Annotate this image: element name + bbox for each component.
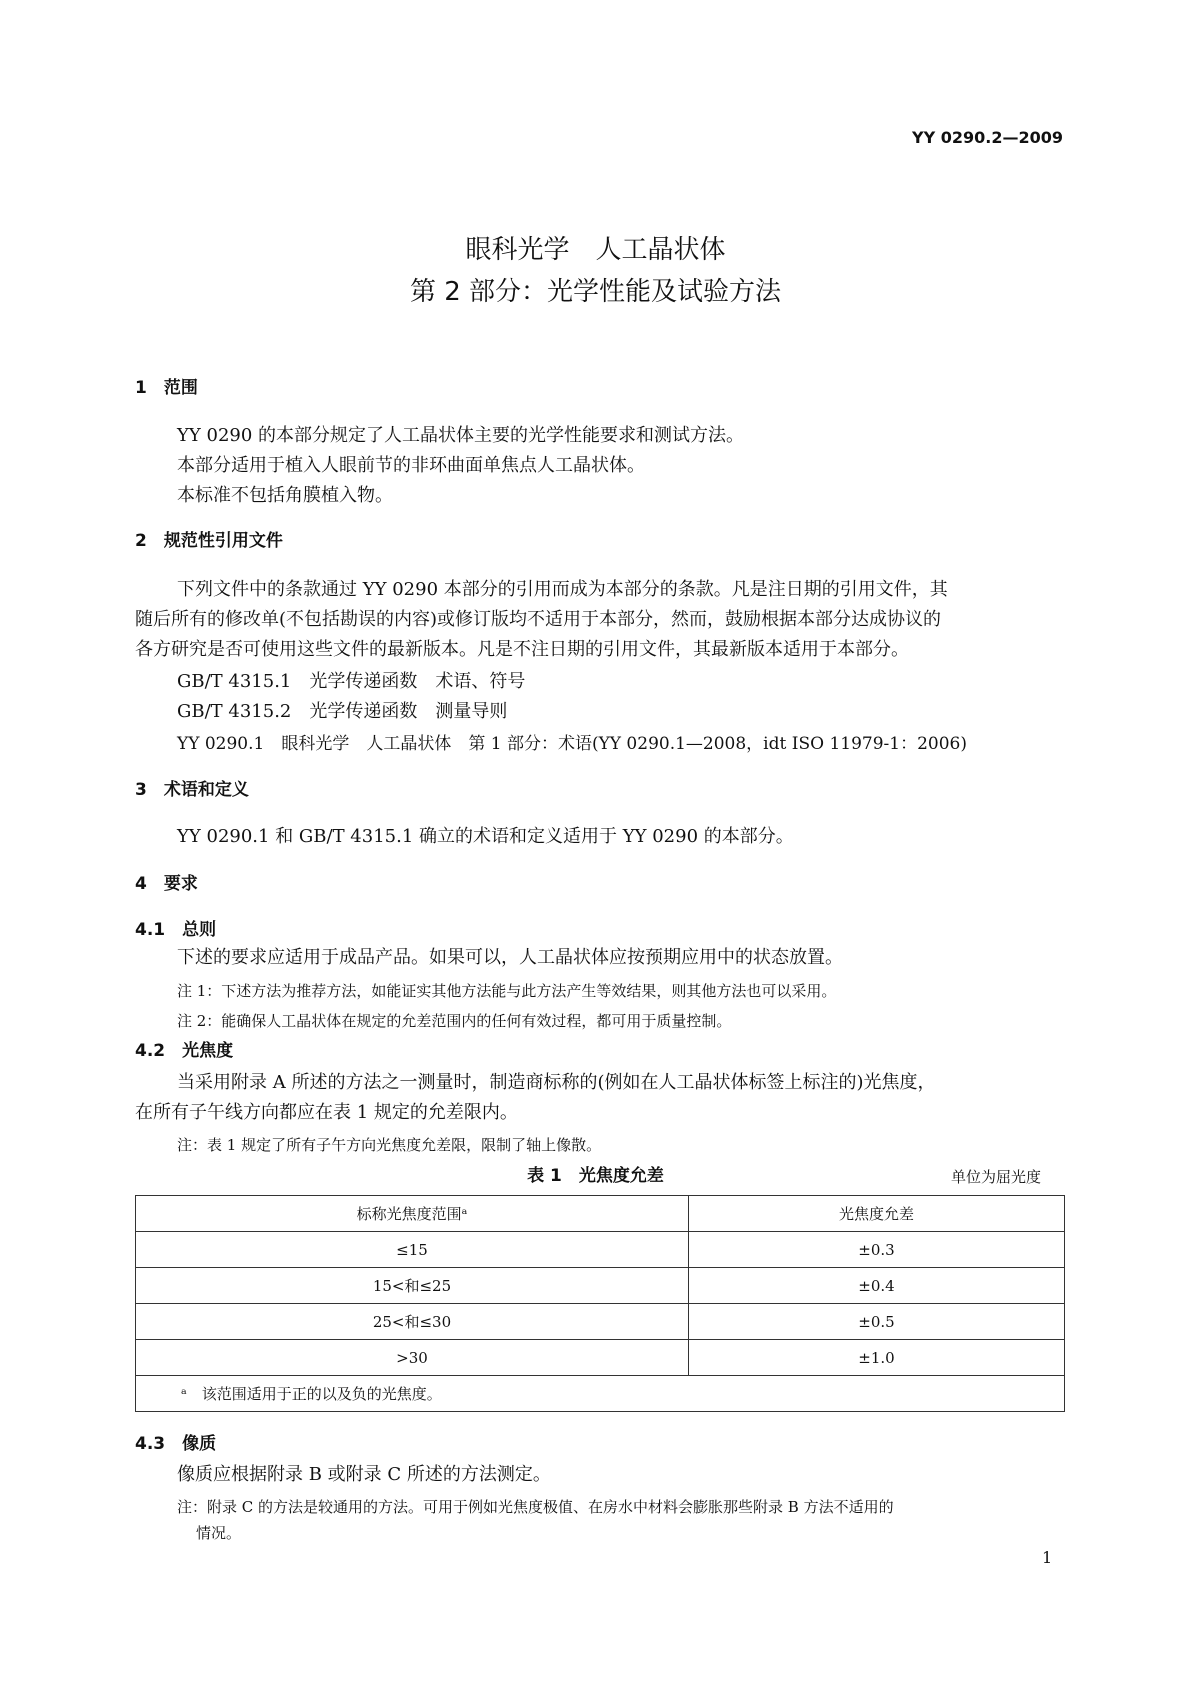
paragraph: 各方研究是否可使用这些文件的最新版本。凡是不注日期的引用文件，其最新版本适用于本部分。	[135, 639, 909, 660]
reference: GB/T 4315.1 光学传递函数 术语、符号	[177, 671, 526, 692]
table-unit: 单位为屈光度	[950, 1168, 1041, 1186]
paragraph: 下列文件中的条款通过 YY 0290 本部分的引用而成为本部分的条款。凡是注日期的引用文件，其	[177, 579, 948, 600]
cell: ±0.4	[688, 1268, 1064, 1304]
title-line-1: 眼科光学 人工晶状体	[465, 235, 726, 265]
table-footnote-row	[136, 1376, 1065, 1412]
paragraph: 下述的要求应适用于成品产品。如果可以，人工晶状体应按预期应用中的状态放置。	[177, 947, 843, 968]
table-row	[136, 1340, 1065, 1376]
paragraph: 本标准不包括角膜植入物。	[177, 485, 393, 506]
section-4-1-heading: 4.1 总则	[135, 920, 217, 940]
paragraph: 本部分适用于植入人眼前节的非环曲面单焦点人工晶状体。	[177, 455, 645, 476]
cell: 15<和≤25	[136, 1268, 689, 1304]
paragraph: YY 0290 的本部分规定了人工晶状体主要的光学性能要求和测试方法。	[177, 425, 745, 446]
cell: >30	[136, 1340, 689, 1376]
note: 情况。	[196, 1524, 242, 1542]
standard-number: YY 0290.2—2009	[911, 128, 1063, 147]
cell: 25<和≤30	[136, 1304, 689, 1340]
tolerance-table	[135, 1195, 1065, 1412]
table-footnote: ᵃ 该范围适用于正的以及负的光焦度。	[136, 1376, 1065, 1412]
section-2-heading: 2 规范性引用文件	[135, 531, 283, 551]
section-4-2-heading: 4.2 光焦度	[135, 1041, 234, 1061]
paragraph: YY 0290.1 和 GB/T 4315.1 确立的术语和定义适用于 YY 0290 的本部分。	[177, 826, 794, 847]
cell: ±0.3	[688, 1232, 1064, 1268]
title-line-2: 第 2 部分：光学性能及试验方法	[409, 277, 782, 307]
note: 注 1：下述方法为推荐方法，如能证实其他方法能与此方法产生等效结果，则其他方法也可以采用。	[177, 982, 837, 1000]
table-header-row	[136, 1196, 1065, 1232]
section-3-heading: 3 术语和定义	[135, 780, 249, 800]
reference: YY 0290.1 眼科光学 人工晶状体 第 1 部分：术语(YY 0290.1—2008，idt ISO 11979-1：2006)	[177, 734, 967, 754]
cell: ±1.0	[688, 1340, 1064, 1376]
note: 注：表 1 规定了所有子午方向光焦度允差限，限制了轴上像散。	[177, 1136, 602, 1154]
note: 注 2：能确保人工晶状体在规定的允差范围内的任何有效过程，都可用于质量控制。	[177, 1012, 732, 1030]
column-header: 光焦度允差	[688, 1196, 1064, 1232]
paragraph: 在所有子午线方向都应在表 1 规定的允差限内。	[135, 1102, 518, 1123]
cell: ±0.5	[688, 1304, 1064, 1340]
section-4-3-heading: 4.3 像质	[135, 1434, 217, 1454]
paragraph: 随后所有的修改单(不包括勘误的内容)或修订版均不适用于本部分，然而，鼓励根据本部分达成协议的	[135, 609, 942, 630]
table-caption: 表 1 光焦度允差	[527, 1166, 664, 1186]
paragraph: 当采用附录 A 所述的方法之一测量时，制造商标称的(例如在人工晶状体标签上标注的)光焦度，	[177, 1072, 936, 1093]
table-row	[136, 1304, 1065, 1340]
table-row	[136, 1268, 1065, 1304]
paragraph: 像质应根据附录 B 或附录 C 所述的方法测定。	[177, 1464, 551, 1485]
page-number: 1	[1042, 1548, 1053, 1567]
table-row	[136, 1232, 1065, 1268]
column-header: 标称光焦度范围ᵃ	[136, 1196, 689, 1232]
section-1-heading: 1 范围	[135, 378, 198, 398]
reference: GB/T 4315.2 光学传递函数 测量导则	[177, 701, 508, 722]
cell: ≤15	[136, 1232, 689, 1268]
note: 注：附录 C 的方法是较通用的方法。可用于例如光焦度极值、在房水中材料会膨胀那些附录 B 方法不适用的	[177, 1498, 894, 1516]
section-4-heading: 4 要求	[135, 874, 198, 894]
